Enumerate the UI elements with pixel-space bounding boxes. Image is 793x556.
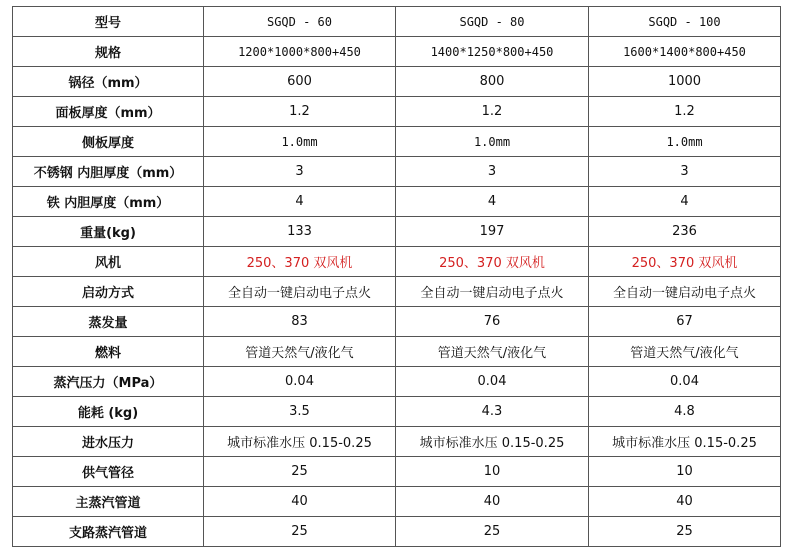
row-value: 4: [396, 187, 589, 217]
table-row: [13, 97, 781, 127]
row-value: 10: [589, 457, 781, 487]
row-value: 250、370 双风机: [204, 247, 396, 277]
row-value: 4.3: [396, 397, 589, 427]
row-value: 1.0mm: [396, 127, 589, 157]
row-value: 10: [396, 457, 589, 487]
model-cell: SGQD - 80: [396, 7, 589, 37]
row-value: 1.0mm: [204, 127, 396, 157]
row-value: 城市标准水压 0.15-0.25: [204, 427, 396, 457]
row-value: 全自动一键启动电子点火: [204, 277, 396, 307]
table-row: [13, 337, 781, 367]
row-label: 蒸汽压力（MPa）: [13, 367, 204, 397]
row-value: 197: [396, 217, 589, 247]
table-row: [13, 367, 781, 397]
row-value: 1000: [589, 67, 781, 97]
table-row: [13, 217, 781, 247]
row-value: 全自动一键启动电子点火: [396, 277, 589, 307]
row-label: 面板厚度（mm）: [13, 97, 204, 127]
row-value: 3.5: [204, 397, 396, 427]
row-value: 1400*1250*800+450: [396, 37, 589, 67]
row-label: 侧板厚度: [13, 127, 204, 157]
header-row: [13, 7, 781, 37]
row-value: 0.04: [589, 367, 781, 397]
row-value: 1.2: [396, 97, 589, 127]
row-value: 城市标准水压 0.15-0.25: [396, 427, 589, 457]
model-cell: SGQD - 60: [204, 7, 396, 37]
row-value: 0.04: [396, 367, 589, 397]
row-label: 铁 内胆厚度（mm）: [13, 187, 204, 217]
table-row: [13, 277, 781, 307]
row-value: 4: [204, 187, 396, 217]
row-value: 3: [204, 157, 396, 187]
row-value: 40: [204, 487, 396, 517]
row-label: 规格: [13, 37, 204, 67]
row-label: 支路蒸汽管道: [13, 517, 204, 547]
table-row: [13, 187, 781, 217]
row-label: 进水压力: [13, 427, 204, 457]
row-value: 800: [396, 67, 589, 97]
row-value: 4: [589, 187, 781, 217]
row-value: 67: [589, 307, 781, 337]
row-label: 锅径（mm）: [13, 67, 204, 97]
row-value: 3: [589, 157, 781, 187]
row-value: 1600*1400*800+450: [589, 37, 781, 67]
table-row: [13, 517, 781, 547]
table-row: [13, 157, 781, 187]
row-value: 250、370 双风机: [396, 247, 589, 277]
table-row: [13, 397, 781, 427]
row-value: 0.04: [204, 367, 396, 397]
row-value: 全自动一键启动电子点火: [589, 277, 781, 307]
model-cell: SGQD - 100: [589, 7, 781, 37]
table-row: [13, 127, 781, 157]
row-value: 133: [204, 217, 396, 247]
row-value: 3: [396, 157, 589, 187]
row-value: 管道天然气/液化气: [589, 337, 781, 367]
row-value: 600: [204, 67, 396, 97]
table-row: [13, 487, 781, 517]
row-value: 管道天然气/液化气: [396, 337, 589, 367]
row-value: 城市标准水压 0.15-0.25: [589, 427, 781, 457]
row-value: 83: [204, 307, 396, 337]
table-row: [13, 67, 781, 97]
row-label: 启动方式: [13, 277, 204, 307]
header-label: 型号: [13, 7, 204, 37]
row-label: 供气管径: [13, 457, 204, 487]
row-label: 风机: [13, 247, 204, 277]
row-value: 1.2: [204, 97, 396, 127]
row-value: 25: [396, 517, 589, 547]
table-row: [13, 247, 781, 277]
row-value: 76: [396, 307, 589, 337]
row-value: 250、370 双风机: [589, 247, 781, 277]
row-value: 1200*1000*800+450: [204, 37, 396, 67]
row-label: 燃料: [13, 337, 204, 367]
row-value: 1.2: [589, 97, 781, 127]
row-label: 不锈钢 内胆厚度（mm）: [13, 157, 204, 187]
table-row: [13, 307, 781, 337]
row-value: 40: [589, 487, 781, 517]
row-value: 236: [589, 217, 781, 247]
row-value: 1.0mm: [589, 127, 781, 157]
spec-table: [12, 6, 781, 547]
table-row: [13, 427, 781, 457]
row-value: 25: [204, 457, 396, 487]
row-value: 40: [396, 487, 589, 517]
row-label: 蒸发量: [13, 307, 204, 337]
row-value: 管道天然气/液化气: [204, 337, 396, 367]
table-row: [13, 37, 781, 67]
row-label: 重量(kg): [13, 217, 204, 247]
row-value: 25: [204, 517, 396, 547]
row-value: 25: [589, 517, 781, 547]
table-row: [13, 457, 781, 487]
row-label: 能耗 (kg): [13, 397, 204, 427]
row-label: 主蒸汽管道: [13, 487, 204, 517]
row-value: 4.8: [589, 397, 781, 427]
